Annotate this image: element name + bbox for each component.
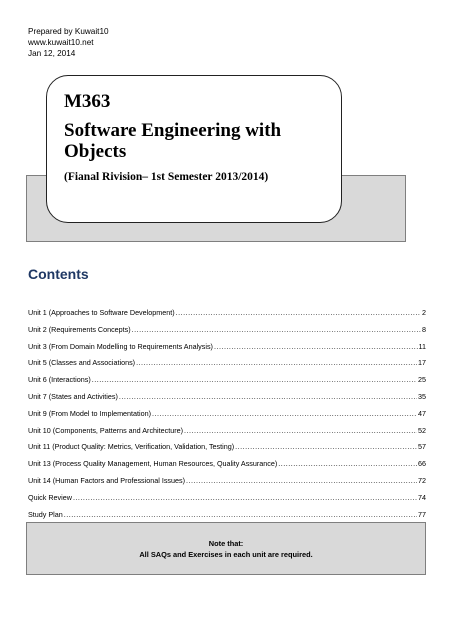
course-subtitle: (Fianal Rivision– 1st Semester 2013/2014) [64, 171, 269, 183]
toc-entry-title: Quick Review [28, 492, 72, 502]
toc-entry[interactable] [28, 342, 426, 359]
toc-entry-page: 52 [418, 425, 426, 435]
toc-dot-leader [132, 325, 421, 334]
toc-entry-page: 2 [422, 308, 426, 317]
toc-entry[interactable] [28, 358, 426, 375]
toc-dot-leader [214, 342, 418, 351]
note-text: All SAQs and Exercises in each unit are required. [139, 550, 313, 559]
toc-dot-leader [184, 426, 417, 435]
toc-entry-title: Study Plan [28, 509, 63, 519]
toc-dot-leader [136, 358, 417, 367]
toc-entry[interactable] [28, 493, 426, 510]
toc-entry-page: 25 [418, 375, 426, 385]
table-of-contents [28, 308, 426, 526]
note-box [26, 522, 426, 575]
toc-entry[interactable] [28, 459, 426, 476]
toc-entry-page: 8 [422, 324, 426, 334]
toc-entry-title: Unit 3 (From Domain Modelling to Requirements Analysis) [28, 341, 213, 351]
toc-entry[interactable] [28, 426, 426, 443]
note-heading: Note that: [208, 539, 244, 548]
title-card [46, 75, 342, 223]
contents-heading: Contents [28, 266, 89, 282]
website-line: www.kuwait10.net [28, 38, 94, 47]
course-title: Software Engineering with Objects [64, 120, 282, 162]
toc-entry-title: Unit 10 (Components, Patterns and Architecture) [28, 425, 184, 435]
toc-entry-page: 35 [418, 391, 426, 401]
toc-entry-title: Unit 11 (Product Quality: Metrics, Verification, Validation, Testing) [28, 442, 235, 452]
toc-entry-page: 77 [418, 509, 426, 519]
toc-entry-title: Unit 9 (From Model to Implementation) [28, 408, 152, 418]
toc-entry-page: 72 [418, 475, 426, 485]
toc-entry-title: Unit 1 (Approaches to Software Development) [28, 308, 175, 317]
date-line: Jan 12, 2014 [28, 49, 76, 58]
toc-entry[interactable] [28, 442, 426, 459]
toc-entry-page: 17 [418, 358, 426, 368]
toc-entry-page: 57 [418, 442, 426, 452]
toc-entry-page: 74 [418, 492, 426, 502]
toc-entry-title: Unit 6 (Interactions) [28, 375, 91, 385]
course-code: M363 [64, 91, 111, 112]
toc-dot-leader [119, 392, 417, 401]
toc-dot-leader [176, 308, 421, 317]
toc-dot-leader [235, 442, 417, 451]
toc-entry-title: Unit 13 (Process Quality Management, Human Resources, Quality Assurance) [28, 459, 278, 469]
toc-dot-leader [186, 476, 417, 485]
toc-entry-page: 11 [418, 341, 426, 351]
toc-entry-title: Unit 5 (Classes and Associations) [28, 358, 136, 368]
toc-entry-title: Unit 14 (Human Factors and Professional Issues) [28, 475, 185, 485]
toc-entry[interactable] [28, 392, 426, 409]
toc-dot-leader [92, 375, 417, 384]
toc-entry-title: Unit 2 (Requirements Concepts) [28, 324, 131, 334]
toc-entry-title: Unit 7 (States and Activities) [28, 391, 118, 401]
prepared-by-line: Prepared by Kuwait10 [28, 27, 109, 36]
toc-entry[interactable] [28, 476, 426, 493]
toc-entry[interactable] [28, 308, 426, 325]
toc-dot-leader [64, 510, 417, 519]
toc-dot-leader [73, 493, 417, 502]
toc-entry[interactable] [28, 375, 426, 392]
toc-dot-leader [278, 459, 417, 468]
prepared-by-block [28, 26, 109, 59]
toc-entry-page: 47 [418, 408, 426, 418]
toc-entry-page: 66 [418, 459, 426, 469]
toc-dot-leader [152, 409, 417, 418]
toc-entry[interactable] [28, 325, 426, 342]
toc-entry[interactable] [28, 409, 426, 426]
